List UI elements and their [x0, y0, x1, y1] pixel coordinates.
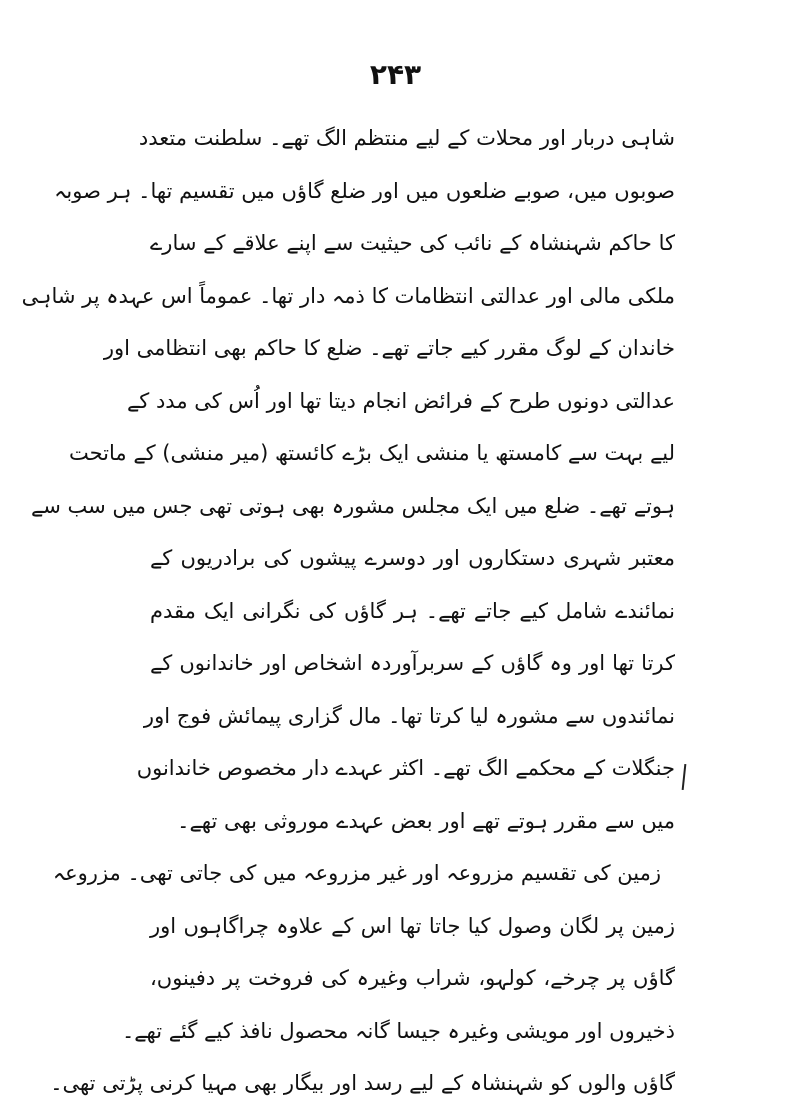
text-line: ذخیروں اور مویشی وغیرہ جیسا گانہ محصول نافذ کیے گئے تھے۔ — [121, 1018, 675, 1043]
text-line: نمائندے شامل کیے جاتے تھے۔ ہر گاؤں کی نگرانی ایک مقدم — [150, 598, 675, 623]
text-line: خاندان کے لوگ مقرر کیے جاتے تھے۔ ضلع کا حاکم بھی انتظامی اور — [103, 336, 675, 360]
text-line: میں سے مقرر ہوتے تھے اور بعض عہدے موروثی بھی تھے۔ — [177, 808, 675, 833]
text-line: ملکی مالی اور عدالتی انتظامات کا ذمہ دار تھا۔ عموماً اس عہدہ پر شاہی — [21, 283, 675, 308]
text-line: گاؤں پر چرخے، کولہو، شراب وغیرہ کی فروخت پر دفینوں، — [150, 966, 675, 990]
margin-mark — [682, 764, 687, 790]
text-line: کرتا تھا اور وہ گاؤں کے سربرآوردہ اشخاص اور خاندانوں کے — [150, 651, 675, 675]
text-line: ہوتے تھے۔ ضلع میں ایک مجلس مشورہ بھی ہوتی تھی جس میں سب سے — [30, 493, 675, 518]
text-line: زمین پر لگان وصول کیا جاتا تھا اس کے علاوہ چراگاہوں اور — [150, 913, 675, 938]
text-line: زمین کی تقسیم مزروعہ اور غیر مزروعہ میں کی جاتی تھی۔ مزروعہ — [52, 861, 661, 885]
text-line: صوبوں میں، صوبے ضلعوں میں اور ضلع گاؤں میں تقسیم تھا۔ ہر صوبہ — [54, 178, 675, 203]
text-line: شاہی دربار اور محلات کے لیے منتظم الگ تھے۔ سلطنت متعدد — [138, 126, 675, 150]
body-text — [21, 112, 675, 1110]
text-line: لیے بہت سے کامستھ یا منشی ایک بڑے کائستھ (میر منشی) کے ماتحت — [68, 441, 675, 465]
text-line: نمائندوں سے مشورہ لیا کرتا تھا۔ مال گزاری پیمائش فوج اور — [143, 703, 675, 728]
text-line: گاؤں والوں کو شہنشاہ کے لیے رسد اور بیگار بھی مہیا کرنی پڑتی تھی۔ — [50, 1071, 675, 1095]
page-number: ۲۴۳ — [369, 58, 422, 91]
text-line: جنگلات کے محکمے الگ تھے۔ اکثر عہدے دار مخصوص خاندانوں — [136, 756, 675, 780]
text-line: کا حاکم شہنشاہ کے نائب کی حیثیت سے اپنے علاقے کے سارے — [150, 231, 675, 255]
text-line: عدالتی دونوں طرح کے فرائض انجام دیتا تھا اور اُس کی مدد کے — [126, 388, 675, 413]
text-line: معتبر شہری دستکاروں اور دوسرے پیشوں کی برادریوں کے — [150, 546, 675, 570]
